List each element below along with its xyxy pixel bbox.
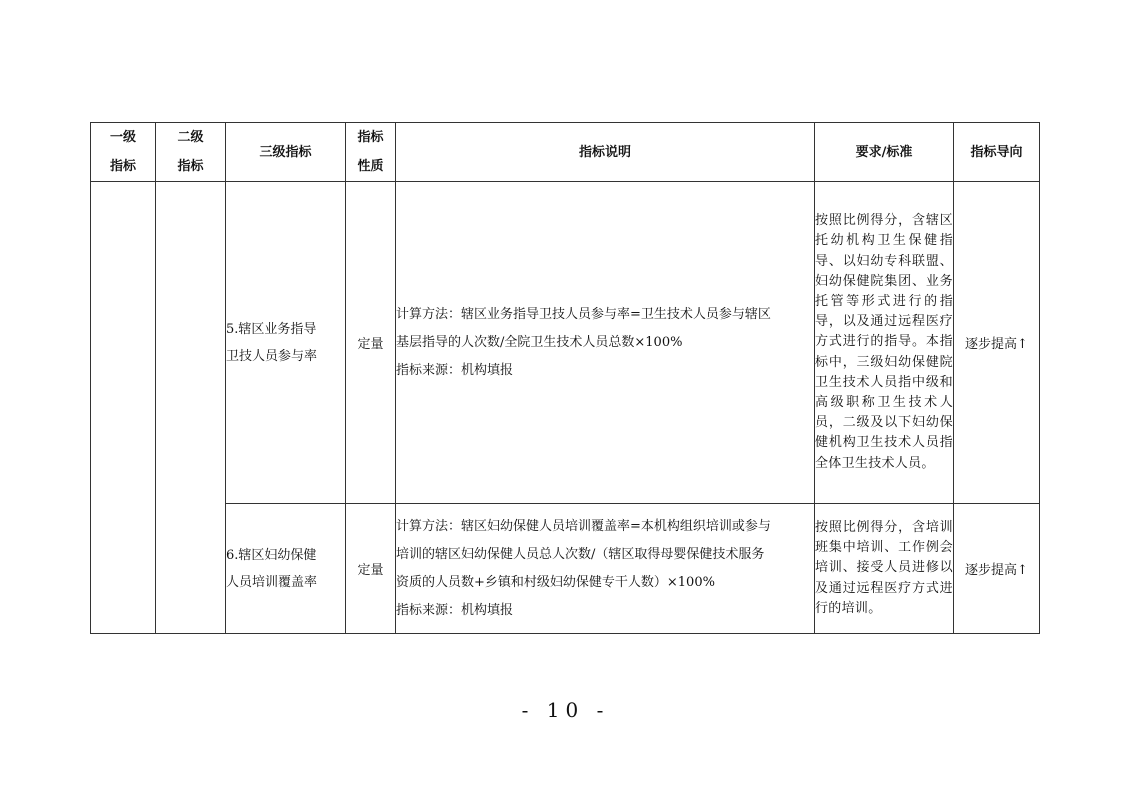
header-requirement: 要求/标准: [815, 123, 954, 182]
description-line: 计算方法：辖区业务指导卫技人员参与率=卫生技术人员参与辖区: [396, 306, 771, 322]
description-line: 指标来源：机构填报: [396, 362, 514, 378]
page-number: - 10 -: [521, 698, 610, 722]
description-line: 计算方法：辖区妇幼保健人员培训覆盖率=本机构组织培训或参与: [396, 518, 771, 534]
description-line: 基层指导的人次数/全院卫生技术人员总数×100%: [396, 334, 683, 350]
level3-cell: [226, 504, 346, 634]
table-row: [91, 504, 1040, 634]
level3-line: 卫技人员参与率: [226, 348, 318, 364]
header-level1-line1: 一级: [109, 130, 136, 145]
level3-line: 5.辖区业务指导: [226, 321, 317, 337]
header-direction: 指标导向: [954, 123, 1040, 182]
description-cell: [396, 182, 815, 504]
header-level2-line1: 二级: [177, 130, 204, 145]
direction-cell: 逐步提高↑: [954, 504, 1040, 634]
level3-line: 6.辖区妇幼保健: [226, 547, 317, 563]
description-line: 资质的人员数+乡镇和村级妇幼保健专干人数）×100%: [396, 574, 715, 590]
table-row: [91, 182, 1040, 504]
header-level1-line2: 指标: [109, 159, 136, 174]
level3-line: 人员培训覆盖率: [226, 574, 318, 590]
description-line: 培训的辖区妇幼保健人员总人次数/（辖区取得母婴保健技术服务: [396, 546, 765, 562]
nature-cell: 定量: [346, 504, 396, 634]
level2-cell: [156, 182, 226, 634]
requirement-cell: 按照比例得分，含培训班集中培训、工作例会培训、接受人员进修以及通过远程医疗方式进行的培训。: [815, 504, 954, 634]
header-level3: 三级指标: [226, 123, 346, 182]
direction-cell: 逐步提高↑: [954, 182, 1040, 504]
header-description: 指标说明: [396, 123, 815, 182]
description-cell: [396, 504, 815, 634]
level3-cell: [226, 182, 346, 504]
header-nature: [346, 123, 396, 182]
nature-cell: 定量: [346, 182, 396, 504]
header-nature-line1: 指标: [357, 130, 384, 145]
requirement-cell: 按照比例得分，含辖区托幼机构卫生保健指导、以妇幼专科联盟、妇幼保健院集团、业务托管等形式进行的指导，以及通过远程医疗方式进行的指导。本指标中，三级妇幼保健院卫生技术人员指中级和高级职称卫生技术人员，二级及以下妇幼保健机构卫生技术人员指全体卫生技术人员。: [815, 182, 954, 504]
table-header-row: [91, 123, 1040, 182]
description-line: 指标来源：机构填报: [396, 602, 514, 618]
header-level2-line2: 指标: [177, 159, 204, 174]
header-level2: [156, 123, 226, 182]
header-level1: [91, 123, 156, 182]
level1-cell: [91, 182, 156, 634]
header-nature-line2: 性质: [357, 159, 384, 174]
indicator-table: [90, 122, 1040, 634]
